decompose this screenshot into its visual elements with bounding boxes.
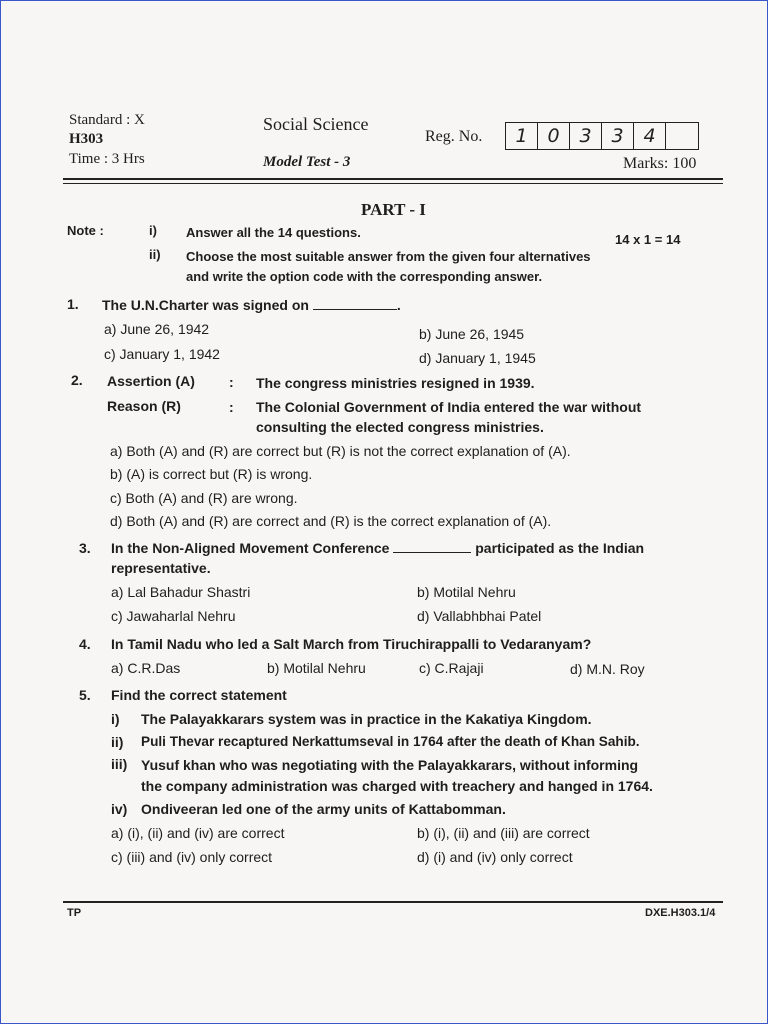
q1-blank — [313, 309, 397, 310]
q5-stmt-iii-line1: Yusuf khan who was negotiating with the Palayakkarars, without informing — [141, 757, 639, 773]
reg-digit: 3 — [602, 123, 634, 149]
q5-stmt-iii-line2: the company administration was charged with treachery and hanged in 1764. — [141, 778, 653, 794]
q3-option-c: c) Jawaharlal Nehru — [111, 608, 236, 624]
q4-option-c: c) C.Rajaji — [419, 660, 484, 676]
footer-left: TP — [67, 907, 82, 919]
q4-number: 4. — [79, 636, 91, 652]
q5-option-d: d) (i) and (iv) only correct — [417, 849, 573, 865]
note-i-num: i) — [149, 223, 157, 238]
marks-label: Marks: 100 — [623, 155, 697, 172]
q2-assertion-colon: : — [229, 374, 234, 390]
reg-digit: 3 — [570, 123, 602, 149]
q5-option-c: c) (iii) and (iv) only correct — [111, 849, 273, 865]
header-rule-bottom — [63, 183, 723, 184]
q1-text-content: The U.N.Charter was signed on — [102, 297, 309, 313]
q2-reason-line1: The Colonial Government of India entered the war without — [256, 399, 642, 415]
q2-reason-colon: : — [229, 399, 234, 415]
q3-text — [111, 540, 644, 556]
q5-number: 5. — [79, 687, 91, 703]
reg-digit: 0 — [538, 123, 570, 149]
note-score: 14 x 1 = 14 — [615, 232, 681, 247]
q2-assertion-text: The congress ministries resigned in 1939. — [256, 375, 535, 391]
q4-option-a: a) C.R.Das — [111, 660, 181, 676]
q5-stmt-ii-num: ii) — [111, 734, 124, 750]
note-ii-line1: Choose the most suitable answer from the given four alternatives — [186, 249, 591, 264]
q3-option-d: d) Vallabhbhai Patel — [417, 608, 542, 624]
q2-option-c: c) Both (A) and (R) are wrong. — [110, 490, 298, 506]
q3-text-start: In the Non-Aligned Movement Conference — [111, 540, 390, 556]
q2-option-b: b) (A) is correct but (R) is wrong. — [110, 466, 313, 482]
q5-stmt-iii-num: iii) — [111, 756, 128, 772]
note-ii-num: ii) — [149, 247, 161, 262]
subject-title: Social Science — [263, 114, 369, 134]
standard-label: Standard : X — [69, 112, 145, 128]
q1-option-a: a) June 26, 1942 — [104, 321, 210, 337]
q1-option-d: d) January 1, 1945 — [419, 350, 536, 366]
test-title: Model Test - 3 — [263, 154, 351, 170]
q2-reason-line2: consulting the elected congress ministries. — [256, 419, 544, 435]
q3-text-line2: representative. — [111, 560, 211, 576]
q1-option-b: b) June 26, 1945 — [419, 326, 525, 342]
reg-no-boxes — [505, 122, 699, 150]
note-ii-line2: and write the option code with the corresponding answer. — [186, 269, 543, 284]
q5-text: Find the correct statement — [111, 687, 287, 703]
footer-code: DXE.H303.1/4 — [645, 907, 716, 919]
q5-stmt-iv: Ondiveeran led one of the army units of Kattabomman. — [141, 801, 506, 817]
q5-stmt-i: The Palayakkarars system was in practice in the Kakatiya Kingdom. — [141, 711, 592, 727]
q3-blank — [393, 552, 471, 553]
q5-option-a: a) (i), (ii) and (iv) are correct — [111, 825, 285, 841]
q2-number: 2. — [71, 372, 83, 388]
q3-number: 3. — [79, 540, 91, 556]
reg-no-label: Reg. No. — [425, 128, 483, 145]
q3-option-b: b) Motilal Nehru — [417, 584, 516, 600]
q4-text: In Tamil Nadu who led a Salt March from Tiruchirappalli to Vedaranyam? — [111, 636, 592, 652]
reg-digit: 1 — [506, 123, 538, 149]
time-label: Time : 3 Hrs — [69, 151, 145, 167]
q2-assertion-label: Assertion (A) — [107, 373, 195, 389]
q5-option-b: b) (i), (ii) and (iii) are correct — [417, 825, 590, 841]
q1-text — [102, 297, 401, 313]
q1-option-c: c) January 1, 1942 — [104, 346, 220, 362]
q5-stmt-iv-num: iv) — [111, 801, 128, 817]
q4-option-d: d) M.N. Roy — [570, 661, 645, 677]
q3-text-middle: participated as the Indian — [475, 540, 645, 556]
note-label: Note : — [67, 223, 104, 238]
part-title: PART - I — [361, 200, 426, 219]
q4-option-b: b) Motilal Nehru — [267, 660, 366, 676]
footer-rule — [63, 901, 723, 903]
q5-stmt-i-num: i) — [111, 711, 120, 727]
q1-text-end: . — [396, 297, 401, 313]
q1-number: 1. — [67, 296, 79, 312]
note-i-text: Answer all the 14 questions. — [186, 225, 361, 240]
header-rule-top — [63, 178, 723, 180]
paper-code: H303 — [69, 131, 104, 147]
q5-stmt-ii: Puli Thevar recaptured Nerkattumseval in 1764 after the death of Khan Sahib. — [141, 734, 640, 749]
q2-reason-label: Reason (R) — [107, 398, 181, 414]
q2-option-a: a) Both (A) and (R) are correct but (R) is not the correct explanation of (A). — [110, 443, 571, 459]
q2-option-d: d) Both (A) and (R) are correct and (R) is the correct explanation of (A). — [110, 513, 552, 529]
q3-option-a: a) Lal Bahadur Shastri — [111, 584, 251, 600]
reg-digit: 4 — [634, 123, 666, 149]
reg-digit — [666, 123, 698, 149]
